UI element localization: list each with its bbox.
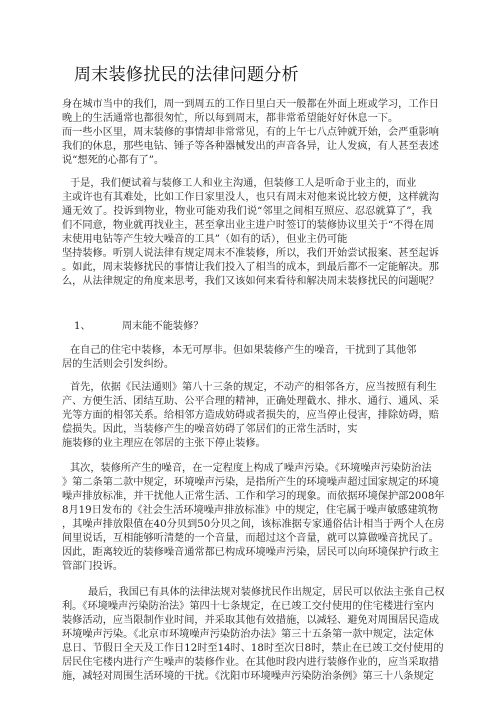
text-line: 末使用电钻等产生较大噪音的工具”（如有的话），但业主仍可能 [62, 234, 348, 245]
text-line [74, 320, 204, 334]
text-line: 8月19日发布的《社会生活环境噪声排放标准》中的规定，住宅属于噪声敏感建筑物 [62, 505, 439, 516]
text-line: 。如此，周末装修扰民的事情让我们投入了相当的成本，到最后都不一定能解决。那 [62, 262, 439, 273]
text-line: 而一些小区里，周末装修的事情却非常常见，有的上午七八点钟就开始，会严重影响 [62, 127, 439, 138]
text-line: 装修活动，应当限制作业时间，并采取其他有效措施，以减轻、避免对周围居民造成 [62, 615, 439, 626]
text-line: 主或许也有其难处，比如工作日家里没人，也只有周末对他来说比较方便，这样就沟 [62, 192, 439, 203]
text-line: 利。《环境噪声污染防治法》第四十七条规定，在已竣工交付使用的住宅楼进行室内 [62, 601, 434, 612]
text-line: 居的生活则会引发纠纷。 [62, 359, 175, 370]
text-line: 息日、节假日全天及工作日12时至14时、18时至次日8时，禁止在已竣工交付使用的 [62, 643, 444, 654]
text-line: 么，从法律规定的角度来思考，我们又该如何来看待和解决周末装修扰民的问题呢？ [62, 276, 439, 287]
text-line: 》第二条第二款中规定，环境噪声污染，是指所产生的环境噪声超过国家规定的环境 [62, 477, 439, 488]
text-line: 晚上的生活通常也都很匆忙，所以每到周末，都非常希望能好好休息一下。 [62, 113, 399, 124]
text-line: 施装修的业主理应在邻居的主张下停止装修。 [62, 438, 266, 449]
text-line: 施，减轻对周围生活环境的干扰。《沈阳市环境噪声污染防治条例》第三十八条规定 [62, 671, 434, 682]
text-line: 管部门投诉。 [62, 561, 124, 572]
text-line: 环境噪声污染。《北京市环境噪声污染防治办法》第三十五条第一款中规定，法定休 [62, 629, 434, 640]
text-line: 们不同意，物业就再找业主，甚至拿出业主进户时签订的装修协议里关于“不得在周 [62, 220, 434, 231]
section-heading: 周末能不能装修？ [122, 321, 204, 332]
text-line: 最后，我国已有具体的法律法规对装修扰民作出规定，居民可以依法主张自己权 [88, 587, 445, 598]
text-line: 光等方面的相邻关系。给相邻方造成妨碍或者损失的，应当停止侵害，排除妨碍，赔 [62, 410, 439, 421]
text-line: 身在城市当中的我们，周一到周五的工作日里白天一般都在外面上班或学习，工作日 [62, 99, 439, 110]
text-line: 通无效了。投诉到物业，物业可能劝我们说“邻里之间相互照应、忍忍就算了”，我 [62, 206, 432, 217]
text-line: 偿损失。因此，当装修产生的噪音妨碍了邻居们的正常生活时，实 [62, 424, 358, 435]
text-line: 产、方便生活、团结互助、公平合理的精神，正确处理截水、排水、通行、通风、采 [62, 396, 439, 407]
text-line: 在自己的住宅中装修，本无可厚非。但如果装修产生的噪音，干扰到了其他邻 [70, 345, 417, 356]
page-title: 周末装修扰民的法律问题分析 [74, 65, 299, 85]
text-line: 间里说话，互相能够听清楚的一个音量，而超过这个音量，就可以算做噪音扰民了。 [62, 533, 439, 544]
text-line: 居民住宅楼内进行产生噪声的装修作业。在其他时段内进行装修作业的，应当采取措 [62, 657, 439, 668]
text-line: 因此，距离较近的装修噪音通常都已构成环境噪声污染，居民可以向环境保护行政主 [62, 547, 439, 558]
text-line: 其次，装修所产生的噪音，在一定程度上构成了噪声污染。《环境噪声污染防治法 [70, 463, 432, 474]
text-line: 坚持装修。听别人说法律有规定周末不准装修，所以，我们开始尝试报案、甚至起诉 [62, 248, 439, 259]
text-line: 噪声排放标准，并干扰他人正常生活、工作和学习的现象。而依据环境保护部2008年 [62, 491, 445, 502]
text-line: 于是，我们便试着与装修工人和业主沟通，但装修工人是听命于业主的，而业 [70, 178, 417, 189]
section-number: 1、 [74, 321, 91, 332]
text-line: ，其噪声排放限值在40分贝到50分贝之间，该标准据专家通俗估计相当于两个人在房 [62, 519, 445, 530]
text-line: 首先，依据《民法通则》第八十三条的规定，不动产的相邻各方，应当按照有利生 [70, 382, 437, 393]
text-line: 说“想死的心都有了”。 [62, 155, 165, 166]
text-line: 我们的休息，那些电钻、锤子等各种器械发出的声音各异，让人发疯，有人甚至表述 [62, 141, 439, 152]
